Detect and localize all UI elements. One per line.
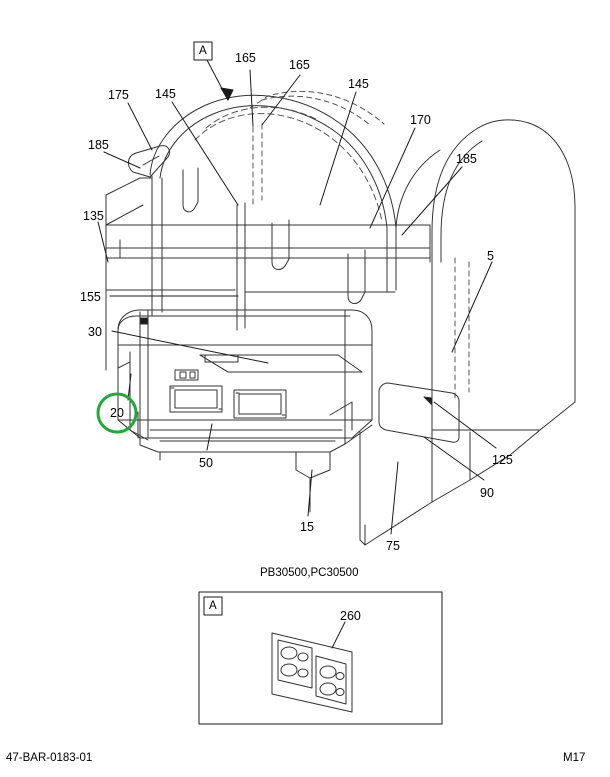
callout-135: 135: [83, 209, 104, 223]
callout-90: 90: [480, 486, 494, 500]
callout-125: 125: [492, 453, 513, 467]
callout-30: 30: [88, 325, 102, 339]
callout-260: 260: [340, 609, 361, 623]
callout-145-left: 145: [155, 87, 176, 101]
view-reference-letter-main: A: [199, 45, 207, 57]
callout-15: 15: [300, 520, 314, 534]
drawing-number: 47-BAR-0183-01: [6, 752, 93, 764]
callout-170: 170: [410, 113, 431, 127]
callout-185-right: 185: [456, 152, 477, 166]
callout-145-right: 145: [348, 77, 369, 91]
callout-165-left: 165: [235, 51, 256, 65]
callout-155: 155: [80, 290, 101, 304]
callout-5: 5: [487, 249, 494, 263]
callout-75: 75: [386, 539, 400, 553]
detail-caption: PB30500,PC30500: [260, 567, 359, 579]
callout-20-highlighted: 20: [110, 406, 124, 420]
sheet-code: M17: [563, 752, 586, 764]
callout-50: 50: [199, 456, 213, 470]
callout-185-left: 185: [88, 138, 109, 152]
callout-175: 175: [108, 88, 129, 102]
callout-165-right: 165: [289, 58, 310, 72]
view-reference-letter-detail: A: [209, 600, 217, 612]
